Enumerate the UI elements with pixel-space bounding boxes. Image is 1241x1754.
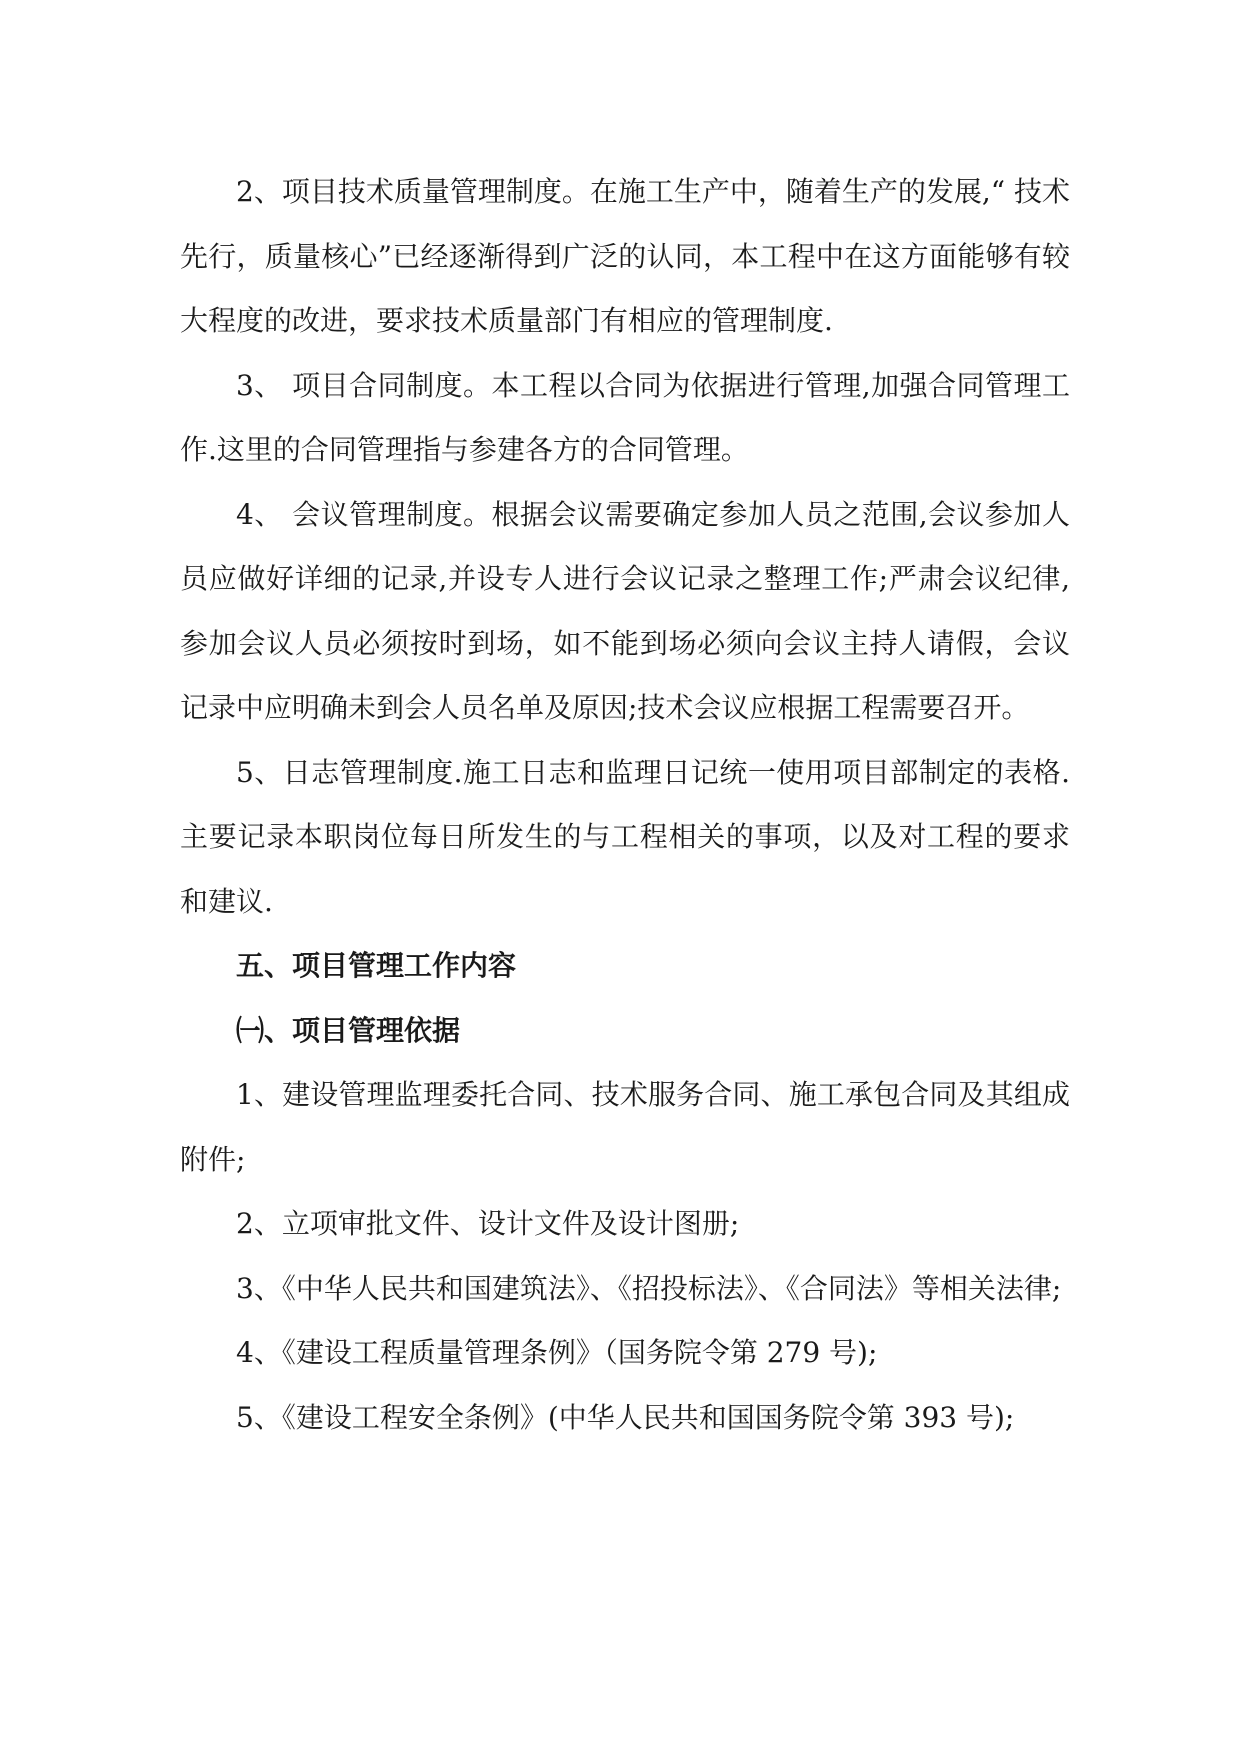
list-item-basis-5: 5、《建设工程安全条例》(中华人民共和国国务院令第 393 号); [236, 1400, 1015, 1434]
paragraph-contract-system: 3、 项目合同制度。本工程以合同为依据进行管理,加强合同管理工作.这里的合同管理指与参建各方的合同管理。 [180, 368, 1070, 466]
list-item-basis-3: 3、《中华人民共和国建筑法》、《招投标法》、《合同法》等相关法律; [236, 1271, 1062, 1305]
document-body [180, 160, 1070, 1450]
list-item-basis-1: 1、建设管理监理委托合同、技术服务合同、施工承包合同及其组成附件; [180, 1078, 1070, 1176]
list-item-basis-4: 4、《建设工程质量管理条例》（国务院令第 279 号); [236, 1336, 878, 1369]
paragraph-technical-quality: 2、项目技术质量管理制度。在施工生产中，随着生产的发展,“ 技术先行，质量核心”已经逐渐得到广泛的认同，本工程中在这方面能够有较大程度的改进，要求技术质量部门有相应的管理制度. [180, 175, 1070, 337]
section-heading: 五、项目管理工作内容 [236, 949, 517, 982]
paragraph-meeting-system: 4、 会议管理制度。根据会议需要确定参加人员之范围,会议参加人员应做好详细的记录,并设专人进行会议记录之整理工作;严肃会议纪律,参加会议人员必须按时到场，如不能到场必须向会议主持人请假，会议记录中应明确未到会人员名单及原因;技术会议应根据工程需要召开。 [180, 497, 1070, 724]
subsection-heading: ㈠、项目管理依据 [236, 1013, 461, 1047]
list-item-basis-2: 2、立项审批文件、设计文件及设计图册; [236, 1207, 740, 1240]
paragraph-log-system: 5、日志管理制度.施工日志和监理日记统一使用项目部制定的表格.主要记录本职岗位每日所发生的与工程相关的事项，以及对工程的要求和建议. [180, 755, 1070, 918]
